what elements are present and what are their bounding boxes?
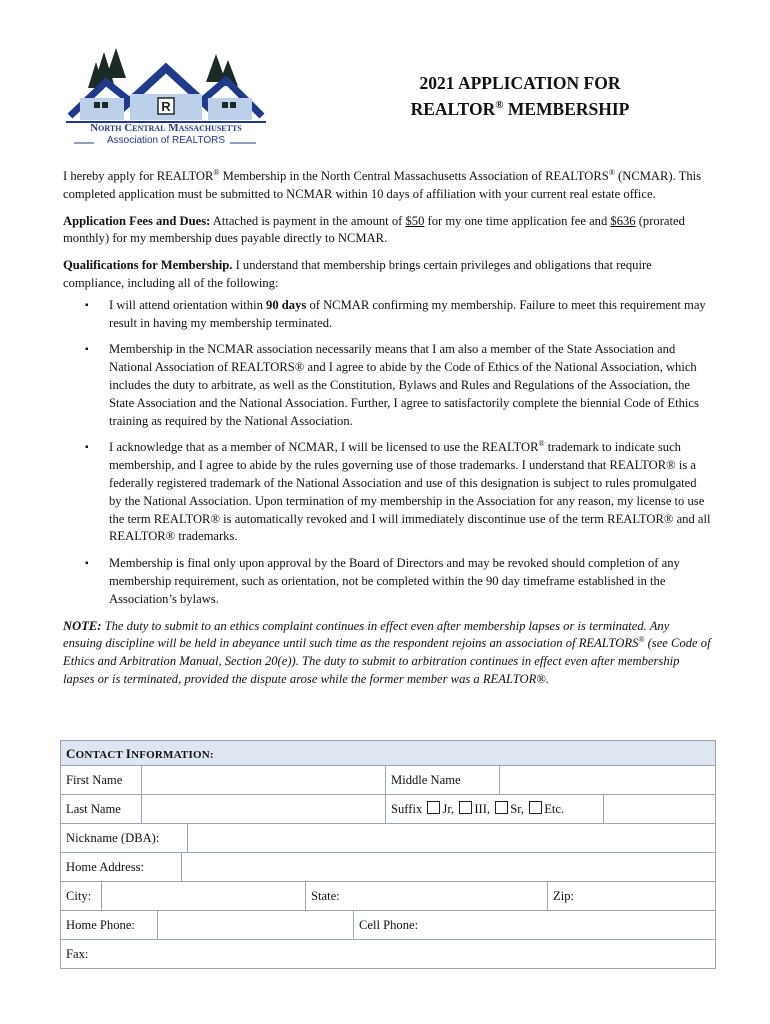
logo-line1: North Central Massachusetts (90, 122, 242, 134)
city-field[interactable] (101, 882, 305, 910)
fax-label: Fax: (66, 947, 89, 961)
zip-label: Zip: (553, 889, 574, 903)
first-name-field[interactable] (141, 766, 385, 794)
ncmar-logo (66, 44, 266, 154)
page-title (370, 72, 670, 120)
city-label: City: (66, 889, 92, 903)
note-paragraph: NOTE: The duty to submit to an ethics complaint continues in effect even after membership lapses or is terminated. Any ensuing discipline will be held in abeyance until such time as the respondent rejoins an association of REALTORS® (see Code of Ethics and Arbitration Manual, Section 20(e)). The duty to submit to arbitration continues in effect even after membership lapses or is terminated, provided the dispute arose while the former member was a REALTOR®. (63, 618, 711, 686)
last-name-label: Last Name (66, 802, 121, 816)
middle-name-field[interactable] (499, 766, 715, 794)
form-header: CONTACT INFORMATION: (61, 741, 715, 766)
home-address-label: Home Address: (66, 860, 145, 874)
intro-paragraph: I hereby apply for REALTOR® Membership in the North Central Massachusetts Association of REALTORS® (NCMAR). This completed application must be submitted to NCMAR within 10 days of affiliation with your current real estate office. (63, 167, 702, 201)
nickname-label: Nickname (DBA): (66, 831, 160, 845)
middle-name-label: Middle Name (391, 773, 461, 787)
home-phone-label: Home Phone: (66, 918, 135, 932)
home-address-field[interactable] (181, 853, 715, 881)
home-phone-field[interactable] (157, 911, 353, 939)
suffix-etc-checkbox[interactable] (529, 801, 542, 814)
list-item: ▪ I will attend orientation within 90 days of NCMAR confirming my membership. Failure to meet this requirement may result in having my membership terminated. (85, 297, 706, 330)
suffix-options: Suffix Jr, III, Sr, Etc. (391, 802, 565, 816)
last-name-field[interactable] (141, 795, 385, 823)
cell-phone-label: Cell Phone: (359, 918, 419, 932)
state-label: State: (311, 889, 340, 903)
svg-text:R: R (161, 99, 171, 114)
fees-paragraph: Application Fees and Dues: Attached is payment in the amount of $50 for my one time application fee and $636 (prorated monthly) for my membership dues payable directly to NCMAR. (63, 213, 685, 246)
qualifications-list (63, 297, 711, 609)
suffix-field[interactable] (603, 795, 715, 823)
application-body (63, 168, 711, 698)
dues-amount: $636 (610, 213, 636, 228)
list-item: ▪ Membership is final only upon approval by the Board of Directors and may be revoked should completion of any membership requirement, such as orientation, not be completed within the 90 day timeframe established in the Association’s bylaws. (85, 556, 680, 606)
nickname-field[interactable] (187, 824, 715, 852)
fee-amount: $50 (405, 213, 425, 228)
nickname-row (61, 824, 715, 853)
first-name-label: First Name (66, 773, 123, 787)
list-item: ▪ Membership in the NCMAR association necessarily means that I am also a member of the State Association and National Association of REALTORS® and I agree to abide by the Code of Ethics of the National Association, which includes the duty to arbitrate, as well as the Constitution, Bylaws and Rules and Regulations of the Association, the State Association and the National Association. Further, I agree to satisfactorily complete the biennial Code of Ethics training as required by the National Association. (85, 342, 699, 428)
list-item: ▪ I acknowledge that as a member of NCMAR, I will be licensed to use the REALTOR® trademark to indicate such membership, and I agree to abide by the rules governing use of those trademarks. I understand that REALTOR® is a federally registered trademark of the National Association and use of this designation is subject to rules promulgated by the National Association. Upon termination of my membership in the Association for any reason, my license to use the term REALTOR® is automatically revoked and I will immediately discontinue use of the term REALTOR® and all REALTOR® trademarks. (85, 439, 711, 544)
fax-field[interactable] (97, 940, 715, 968)
name-row-2 (61, 795, 715, 824)
fax-row (61, 940, 715, 968)
name-row-1 (61, 766, 715, 795)
logo-line2: Association of REALTORS (106, 135, 225, 146)
city-row (61, 882, 715, 911)
suffix-sr-checkbox[interactable] (495, 801, 508, 814)
qualifications-paragraph: Qualifications for Membership. I understand that membership brings certain privileges and obligations that require compliance, including all of the following: (63, 258, 652, 290)
phone-row (61, 911, 715, 940)
title-line2: REALTOR® MEMBERSHIP (410, 98, 630, 119)
suffix-iii-checkbox[interactable] (459, 801, 472, 814)
home-address-row (61, 853, 715, 882)
title-line1: 2021 APPLICATION FOR (419, 73, 621, 93)
contact-information-form (60, 740, 716, 969)
suffix-jr-checkbox[interactable] (427, 801, 440, 814)
